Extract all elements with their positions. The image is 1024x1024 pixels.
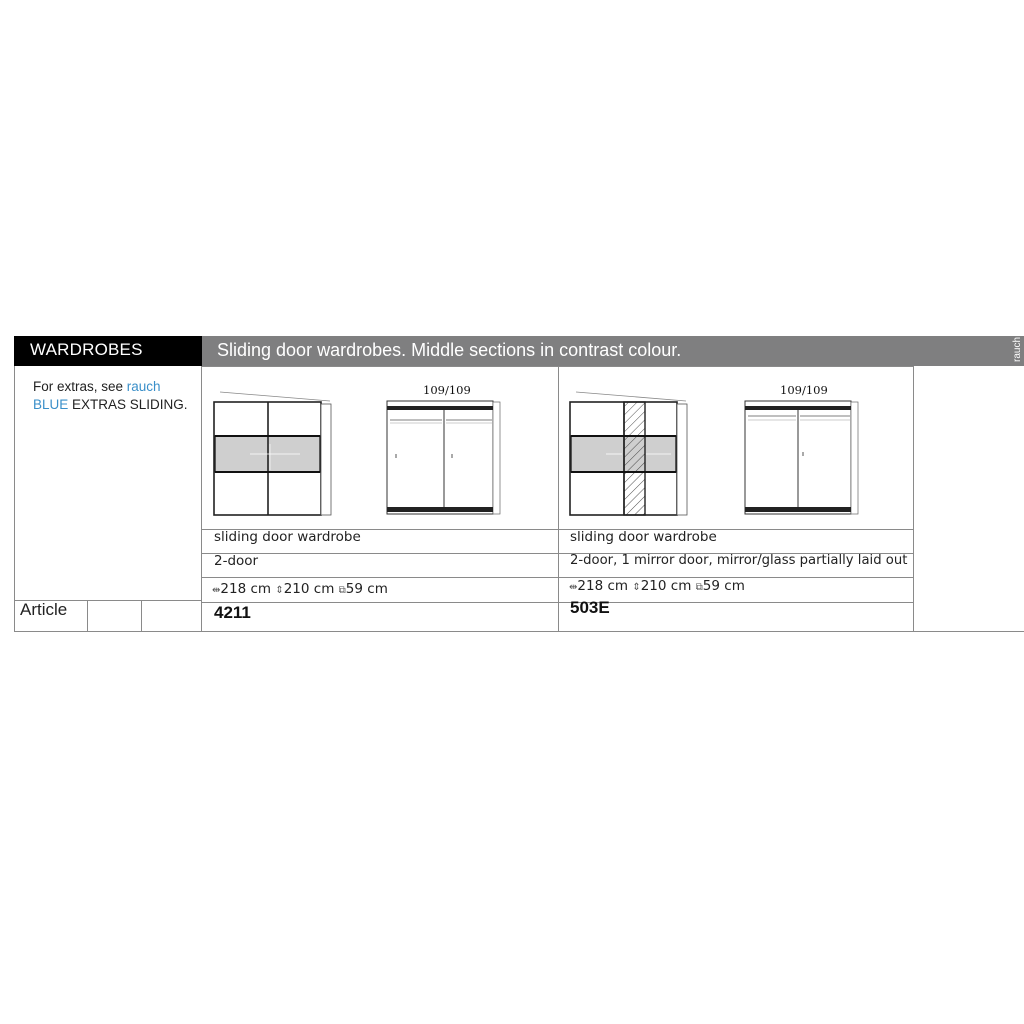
- height-value: 210 cm: [283, 581, 335, 597]
- table-rule: [202, 366, 914, 367]
- width-value: 218 cm: [577, 578, 629, 594]
- table-divider: [913, 366, 914, 632]
- category-title: WARDROBES: [30, 340, 143, 359]
- wardrobe-interior-drawing-4211: [382, 396, 504, 520]
- product-type: sliding door wardrobe: [214, 529, 361, 545]
- depth-value: 59 cm: [345, 581, 388, 597]
- note-link-blue[interactable]: BLUE: [33, 397, 69, 412]
- brand-label: rauch: [1012, 336, 1023, 362]
- description-header: [202, 336, 1012, 366]
- interior-width-label: 109/109: [423, 383, 471, 397]
- wardrobe-front-drawing-503E: [566, 388, 696, 520]
- product-doors: 2-door: [214, 553, 259, 569]
- extras-note: [33, 378, 198, 414]
- width-icon: ⇹: [569, 582, 578, 593]
- product-type: sliding door wardrobe: [570, 529, 717, 545]
- description-text: Sliding door wardrobes. Middle sections in contrast colour.: [217, 340, 682, 360]
- note-suffix: EXTRAS SLIDING.: [68, 397, 188, 412]
- note-link-rauch[interactable]: rauch: [126, 379, 161, 394]
- width-value: 218 cm: [220, 581, 272, 597]
- wardrobe-interior-drawing-503E: [740, 396, 862, 520]
- depth-value: 59 cm: [702, 578, 745, 594]
- height-icon: ⇕: [275, 585, 284, 596]
- width-icon: ⇹: [212, 585, 221, 596]
- product-dimensions: [212, 581, 388, 597]
- table-rule: [202, 577, 914, 578]
- height-icon: ⇕: [632, 582, 641, 593]
- table-rule: [202, 602, 914, 603]
- note-prefix: For extras, see: [33, 379, 127, 394]
- category-header: [14, 336, 202, 366]
- depth-icon: ⧉: [338, 585, 346, 596]
- table-border-left: [14, 366, 15, 632]
- table-border-bottom: [14, 631, 1024, 632]
- product-doors: 2-door, 1 mirror door, mirror/glass partially laid out: [570, 553, 908, 568]
- article-number[interactable]: 4211: [214, 603, 251, 622]
- interior-width-label: 109/109: [780, 383, 828, 397]
- table-divider: [201, 366, 202, 632]
- table-divider: [87, 601, 88, 632]
- table-divider: [558, 366, 559, 632]
- table-divider: [141, 601, 142, 632]
- height-value: 210 cm: [640, 578, 692, 594]
- article-label: Article: [20, 600, 68, 619]
- article-number[interactable]: 503E: [570, 598, 610, 617]
- brand-tab: [1012, 336, 1024, 366]
- depth-icon: ⧉: [695, 582, 703, 593]
- wardrobe-front-drawing-4211: [210, 388, 340, 520]
- product-dimensions: [569, 578, 745, 594]
